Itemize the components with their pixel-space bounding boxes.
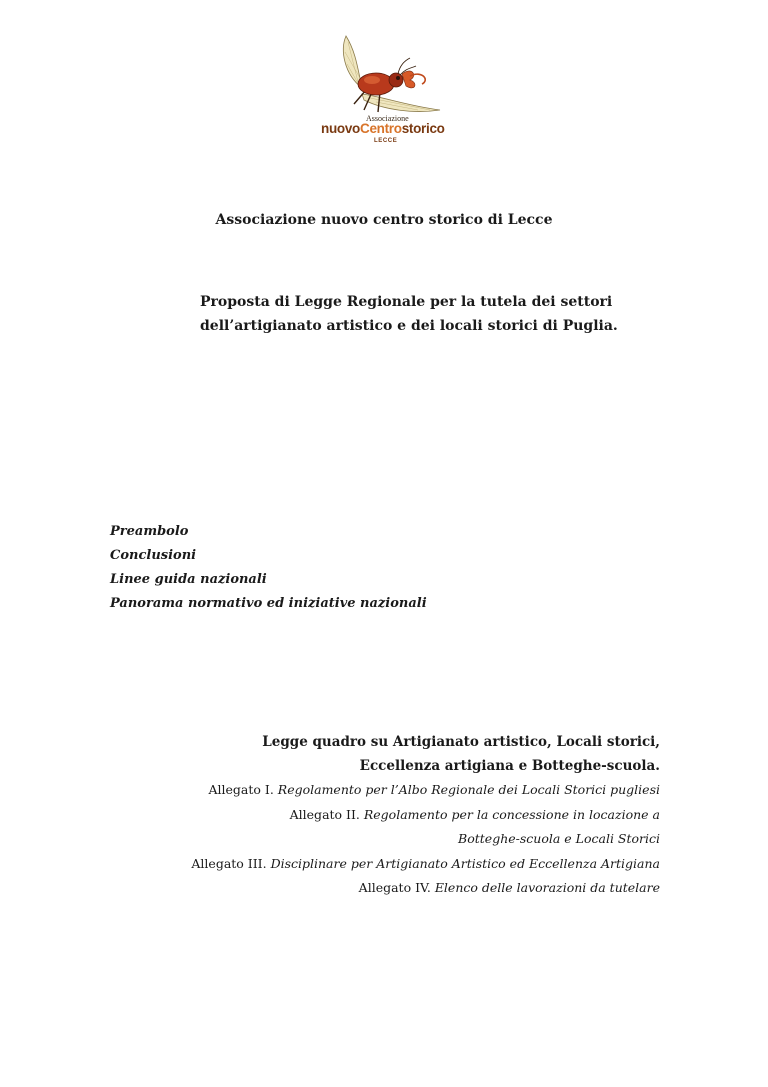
association-logo xyxy=(318,30,458,148)
annex-2-title-line2: Botteghe-scuola e Locali Storici xyxy=(458,831,660,846)
annex-2-title-line1: Regolamento per la concessione in locazione a xyxy=(363,806,660,822)
annex-4 xyxy=(191,876,660,901)
toc-item-linee-guida: Linee guida nazionali xyxy=(110,572,267,587)
proposal-title xyxy=(200,290,618,338)
logo-name-part2: Centro xyxy=(360,121,402,136)
annex-2 xyxy=(191,803,660,828)
annex-2-continued xyxy=(191,827,660,852)
insect-emblem-icon xyxy=(318,30,458,120)
annex-1-label: Allegato I. xyxy=(208,782,274,797)
association-title: Associazione nuovo centro storico di Lecce xyxy=(215,212,553,228)
annex-1 xyxy=(191,778,660,803)
annex-3-title: Disciplinare per Artigianato Artistico ed Eccellenza Artigiana xyxy=(270,855,660,871)
annex-4-label: Allegato IV. xyxy=(358,880,431,895)
proposal-title-line1: Proposta di Legge Regionale per la tutela dei settori xyxy=(200,294,613,310)
law-title-line1: Legge quadro su Artigianato artistico, Locali storici, xyxy=(262,734,660,750)
annex-3 xyxy=(191,852,660,877)
toc-item-preambolo: Preambolo xyxy=(110,524,189,539)
logo-association-word: Associazione xyxy=(366,114,409,123)
annex-3-label: Allegato III. xyxy=(191,855,267,871)
logo-name xyxy=(321,121,445,136)
logo-name-part1: nuovo xyxy=(321,121,360,136)
law-title-line2: Eccellenza artigiana e Botteghe-scuola. xyxy=(359,758,660,774)
proposal-title-line2: dell’artigianato artistico e dei locali storici di Puglia. xyxy=(200,318,618,334)
logo-city: LECCE xyxy=(374,138,398,144)
annex-1-title: Regolamento per l’Albo Regionale dei Locali Storici pugliesi xyxy=(277,782,660,797)
toc-item-conclusioni: Conclusioni xyxy=(110,548,197,563)
table-of-contents xyxy=(110,520,427,616)
logo-name-part3: storico xyxy=(401,121,445,136)
law-and-annexes xyxy=(191,730,660,901)
annex-4-title: Elenco delle lavorazioni da tutelare xyxy=(434,880,660,895)
annex-2-label: Allegato II. xyxy=(289,806,360,822)
toc-item-panorama: Panorama normativo ed iniziative nazionali xyxy=(110,596,427,611)
